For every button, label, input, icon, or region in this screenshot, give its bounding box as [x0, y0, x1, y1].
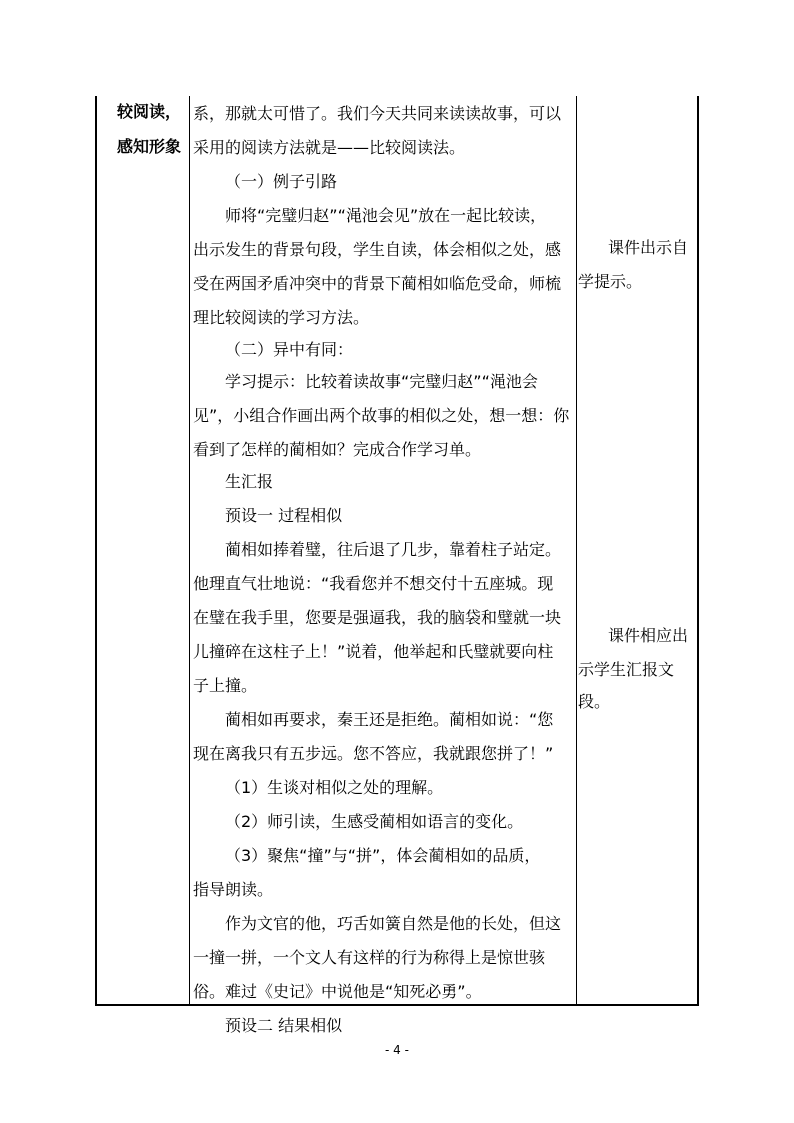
content-line: 预设一 过程相似 — [225, 506, 343, 525]
content-line: 现在离我只有五步远。您不答应，我就跟您拼了！” — [193, 744, 554, 763]
content-line: 系，那就太可惜了。我们今天共同来读读故事，可以 — [193, 104, 562, 123]
page-number: - 4 - — [385, 1043, 409, 1057]
content-line: 预设二 结果相似 — [225, 1016, 343, 1035]
content-line: 指导朗读。 — [193, 880, 274, 899]
content-line: 在璧在我手里，您要是强逼我，我的脑袋和璧就一块 — [193, 608, 562, 627]
content-line: 蔺相如再要求，秦王还是拒绝。蔺相如说：“您 — [225, 710, 554, 729]
content-line: 蔺相如捧着璧，往后退了几步，靠着柱子站定。 — [225, 540, 562, 559]
lesson-plan-table — [95, 96, 699, 1035]
content-line: 受在两国矛盾冲突中的背景下蔺相如临危受命，师梳 — [193, 274, 562, 293]
note-line: 示学生汇报文 — [578, 660, 675, 679]
note-line: 课件出示自 — [608, 238, 689, 257]
content-line: 子上撞。 — [193, 676, 258, 695]
content-line: 儿撞碎在这柱子上！”说着，他举起和氏璧就要向柱 — [193, 642, 554, 661]
content-line: 俗。难过《史记》中说他是“知死必勇”。 — [193, 982, 482, 1001]
step-title-line-1: 较阅读， — [117, 102, 182, 121]
content-line: 他理直气壮地说：“我看您并不想交付十五座城。现 — [193, 574, 554, 593]
column-divider-1 — [189, 96, 190, 1004]
content-line: 师将“完璧归赵”“渑池会见”放在一起比较读， — [225, 206, 547, 225]
note-line: 学提示。 — [578, 272, 643, 291]
content-line: 见”，小组合作画出两个故事的相似之处，想一想：你 — [193, 406, 570, 425]
content-line: 出示发生的背景句段，学生自读，体会相似之处，感 — [193, 240, 562, 259]
note-line: 段。 — [578, 692, 611, 711]
content-line: 学习提示：比较着读故事“完璧归赵”“渑池会 — [225, 372, 538, 391]
note-line: 课件相应出 — [608, 626, 689, 645]
content-line: （二）异中有同： — [225, 340, 354, 359]
content-line: （一）例子引路 — [225, 172, 338, 191]
content-line: 一撞一拼，一个文人有这样的行为称得上是惊世骇 — [193, 948, 546, 967]
content-line: （2）师引读，生感受蔺相如语言的变化。 — [225, 812, 524, 831]
content-line: （1）生谈对相似之处的理解。 — [225, 778, 444, 797]
content-line: 生汇报 — [225, 472, 274, 491]
step-title-line-2: 感知形象 — [117, 137, 182, 156]
content-line: 作为文官的他，巧舌如簧自然是他的长处，但这 — [225, 914, 562, 933]
content-line: 看到了怎样的蔺相如？完成合作学习单。 — [193, 440, 482, 459]
content-line: 采用的阅读方法就是——比较阅读法。 — [193, 138, 466, 157]
content-line: （3）聚焦“撞”与“拼”，体会蔺相如的品质， — [225, 846, 541, 865]
column-divider-2 — [576, 96, 577, 1004]
content-line: 理比较阅读的学习方法。 — [193, 308, 370, 327]
